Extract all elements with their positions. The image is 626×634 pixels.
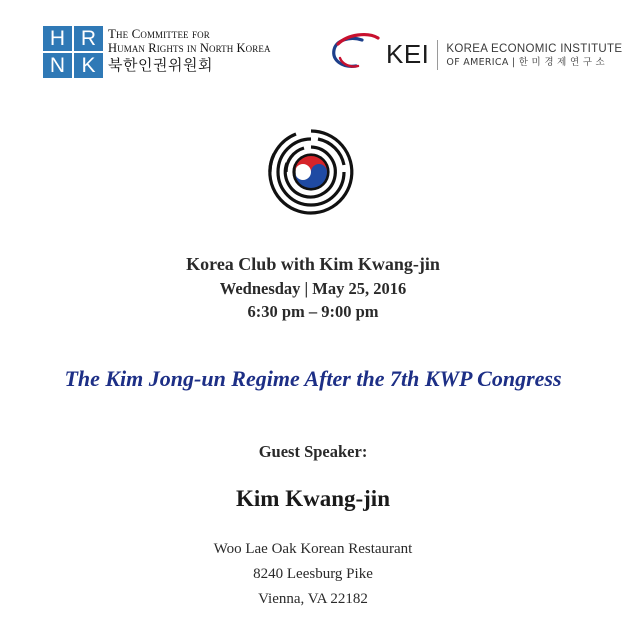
hrnk-letter-r: R [74, 26, 103, 51]
kei-swoosh-icon [328, 30, 390, 74]
header [0, 0, 626, 100]
kei-name-line2: OF AMERICA | 한 미 경 제 연 구 소 [446, 56, 606, 68]
kei-logo [328, 30, 622, 74]
hrnk-letter-h: H [43, 26, 72, 51]
hrnk-name [108, 27, 271, 75]
hrnk-letter-k: K [74, 53, 103, 78]
venue-name: Woo Lae Oak Korean Restaurant [213, 541, 413, 557]
venue-city: Vienna, VA 22182 [258, 591, 368, 607]
kei-name-line1: KOREA ECONOMIC INSTITUTE [446, 42, 623, 55]
venue-street: 8240 Leesburg Pike [253, 566, 373, 582]
hrnk-letter-grid [43, 26, 103, 78]
kei-divider [437, 40, 438, 70]
event-topic: The Kim Jong-un Regime After the 7th KWP Congress [64, 366, 562, 391]
korea-club-emblem-icon [266, 127, 356, 217]
hrnk-name-line2: Human Rights in North Korea [108, 41, 271, 55]
kei-wordmark: KEI [386, 38, 430, 69]
hrnk-logo [43, 26, 271, 78]
speaker-name: Kim Kwang-jin [236, 486, 390, 511]
event-title: Korea Club with Kim Kwang-jin [186, 254, 440, 274]
kei-name [446, 42, 622, 69]
hrnk-letter-n: N [43, 53, 72, 78]
guest-speaker-label: Guest Speaker: [258, 442, 368, 461]
event-time: 6:30 pm – 9:00 pm [247, 302, 379, 321]
event-date: Wednesday | May 25, 2016 [219, 279, 407, 298]
hrnk-name-line1: The Committee for [108, 26, 210, 41]
hrnk-korean-name: 북한인권위원회 [108, 56, 213, 74]
